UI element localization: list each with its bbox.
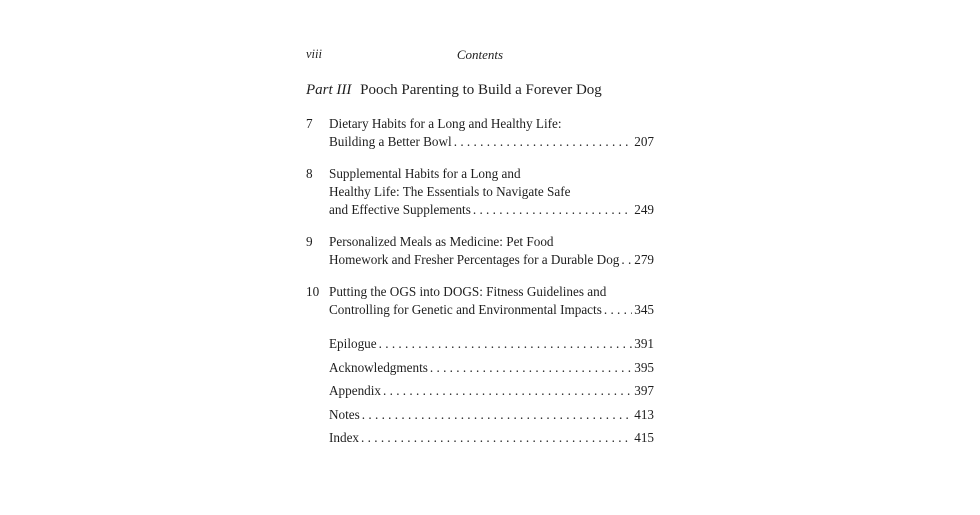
chapter-title-line: and Effective Supplements	[329, 202, 471, 217]
page-number: 207	[634, 134, 654, 149]
page-number: 279	[634, 252, 654, 267]
dot-leader	[379, 335, 633, 353]
dot-leader	[361, 429, 632, 447]
chapter-number: 7	[306, 116, 313, 131]
page-number: 249	[634, 202, 654, 217]
chapter-number: 9	[306, 234, 313, 249]
dot-leader	[362, 406, 632, 424]
running-head-title: Contents	[456, 47, 504, 62]
chapter-title-line: Dietary Habits for a Long and Healthy Life:	[329, 116, 562, 131]
chapter-number: 8	[306, 166, 313, 181]
toc-entry-epilogue	[329, 335, 654, 359]
chapter-title-last-line	[329, 301, 654, 319]
page-number: 395	[634, 359, 654, 375]
dot-leader	[454, 133, 633, 151]
chapter-title-line: Putting the OGS into DOGS: Fitness Guidelines and	[329, 284, 607, 299]
backmatter-title: Index	[329, 430, 360, 445]
chapter-number: 10	[306, 284, 320, 299]
page-number: 415	[634, 430, 654, 445]
chapter-title-last-line	[329, 133, 654, 151]
chapter-title	[329, 165, 654, 219]
chapter-title	[329, 233, 654, 269]
part-title: Pooch Parenting to Build a Forever Dog	[360, 82, 602, 98]
dot-leader	[604, 301, 632, 319]
backmatter-title: Acknowledgments	[329, 359, 428, 375]
dot-leader	[621, 251, 632, 269]
backmatter-title: Notes	[329, 406, 360, 422]
page-folio: viii	[306, 47, 322, 61]
toc-backmatter	[329, 335, 654, 453]
dot-leader	[430, 359, 632, 377]
backmatter-title: Epilogue	[329, 336, 377, 351]
page-number: 413	[634, 406, 654, 422]
chapter-title	[329, 283, 654, 319]
chapter-title	[329, 115, 654, 151]
page-number: 391	[634, 336, 654, 351]
page-number: 345	[634, 302, 654, 317]
part-heading	[306, 82, 602, 99]
running-head	[306, 47, 654, 65]
chapter-title-line: Supplemental Habits for a Long and	[329, 166, 521, 181]
dot-leader	[473, 201, 632, 219]
chapter-title-line: Healthy Life: The Essentials to Navigate Safe	[329, 184, 571, 199]
part-label: Part III	[306, 82, 352, 98]
chapter-title-line: Controlling for Genetic and Environmental Impacts	[329, 302, 602, 317]
backmatter-title: Appendix	[329, 383, 382, 398]
page-number: 397	[634, 383, 654, 398]
chapter-title-last-line	[329, 201, 654, 219]
toc-entry-acknowledgments	[329, 359, 654, 383]
toc-entry-notes	[329, 406, 654, 430]
chapter-title-line: Building a Better Bowl	[329, 134, 452, 149]
dot-leader	[383, 382, 632, 400]
chapter-title-line: Homework and Fresher Percentages for a Durable Dog	[329, 252, 620, 267]
chapter-title-last-line	[329, 251, 654, 269]
chapter-title-line: Personalized Meals as Medicine: Pet Food	[329, 234, 554, 249]
toc-entry-appendix	[329, 382, 654, 406]
toc-entry-index	[329, 429, 654, 453]
